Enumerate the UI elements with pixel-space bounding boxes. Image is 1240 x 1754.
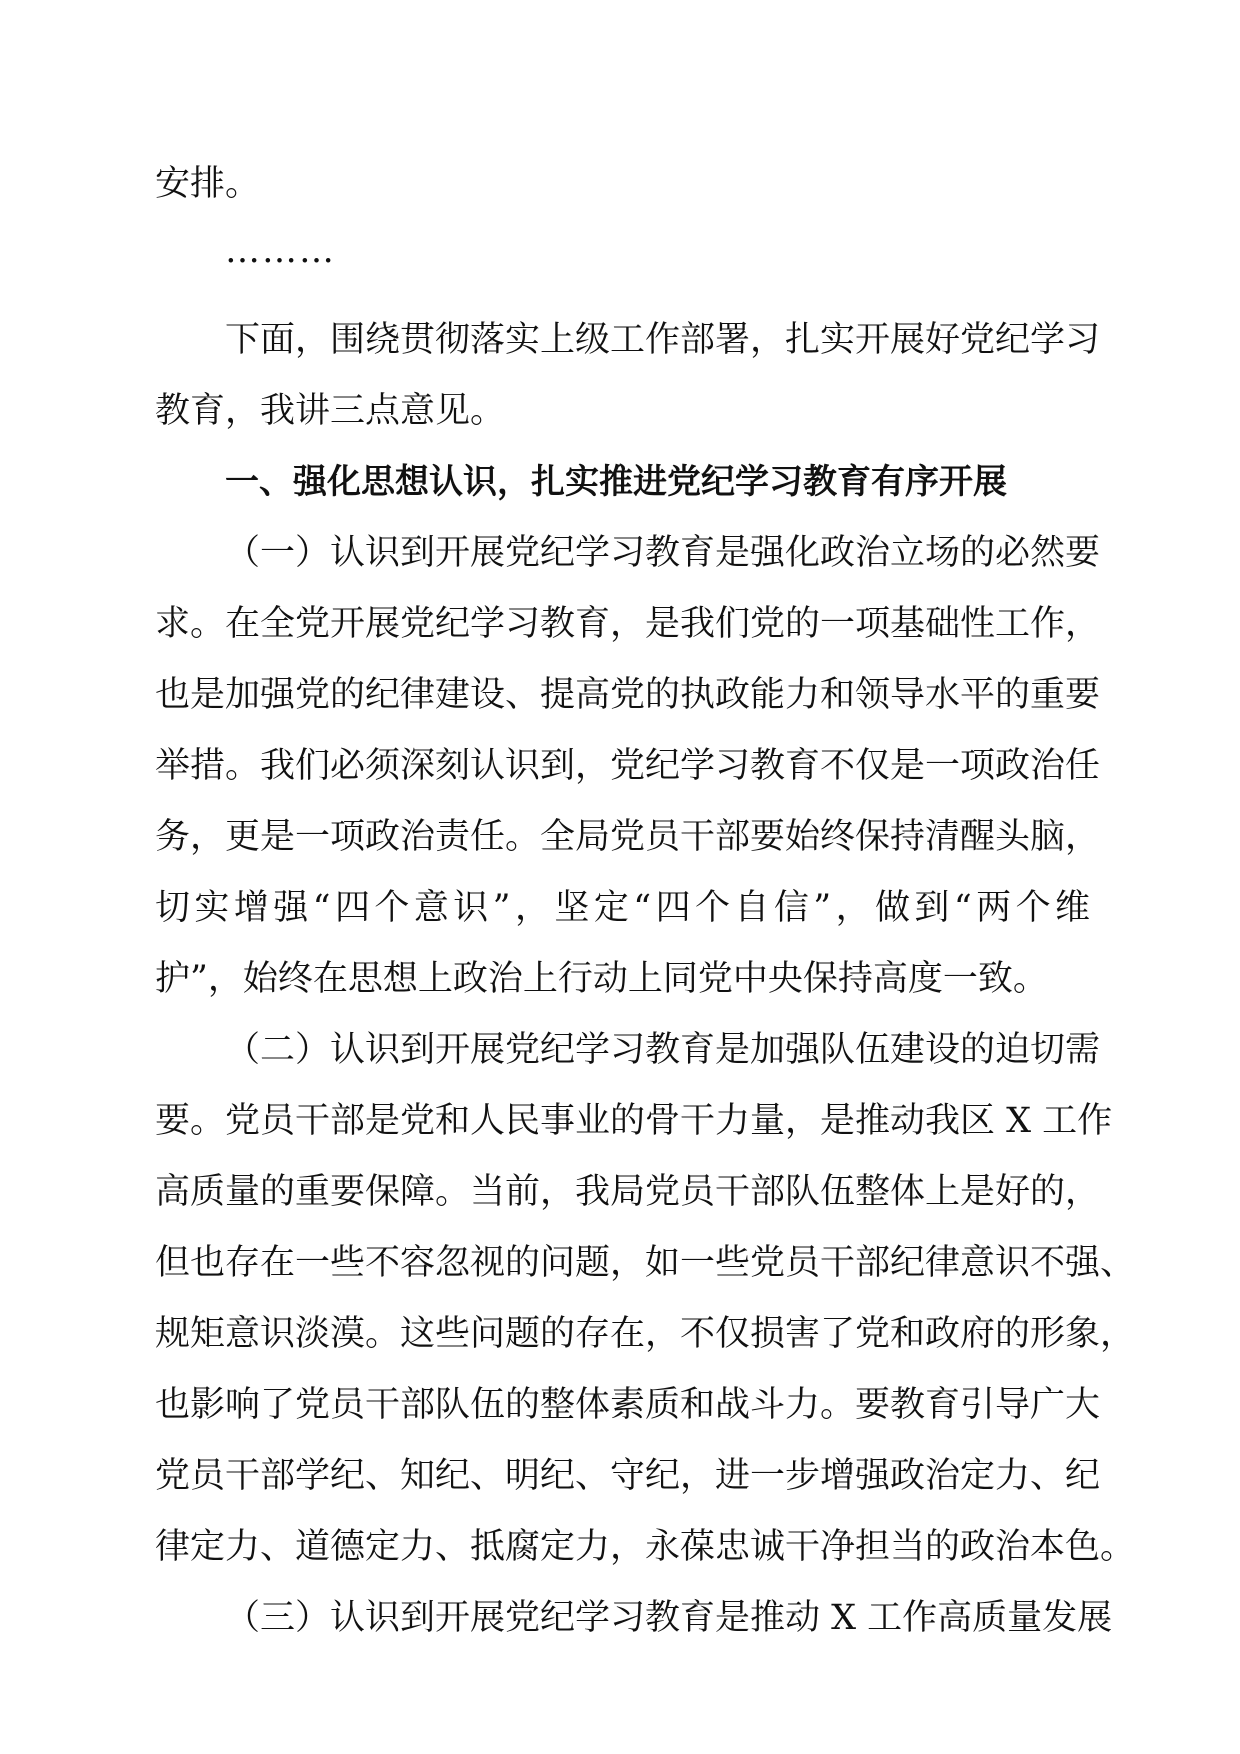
text-line-sub2-7: 党员干部学纪、知纪、明纪、守纪，进一步增强政治定力、纪 [155,1456,1101,1496]
text-line-sub3-1: （三）认识到开展党纪学习教育是推动 X 工作高质量发展 [225,1598,1113,1638]
section-heading-1: 一、强化思想认识，扎实推进党纪学习教育有序开展 [225,462,1007,502]
text-line-sub1-7: 护”，始终在思想上政治上行动上同党中央保持高度一致。 [155,959,1048,999]
text-line-sub1-2: 求。在全党开展党纪学习教育，是我们党的一项基础性工作， [155,604,1101,644]
text-line-sub1-1: （一）认识到开展党纪学习教育是强化政治立场的必然要 [225,533,1101,573]
text-line-sub2-3: 高质量的重要保障。当前，我局党员干部队伍整体上是好的， [155,1172,1101,1212]
text-line-ellipsis: ……… [225,231,336,271]
text-line-sub2-8: 律定力、道德定力、抵腐定力，永葆忠诚干净担当的政治本色。 [155,1527,1136,1567]
text-line-sub2-4: 但也存在一些不容忽视的问题，如一些党员干部纪律意识不强、 [155,1243,1136,1283]
text-line-sub2-5: 规矩意识淡漠。这些问题的存在，不仅损害了党和政府的形象， [155,1314,1136,1354]
text-line-sub2-1: （二）认识到开展党纪学习教育是加强队伍建设的迫切需 [225,1030,1101,1070]
text-line-sub2-6: 也影响了党员干部队伍的整体素质和战斗力。要教育引导广大 [155,1385,1101,1425]
text-line-continuation: 安排。 [155,164,261,204]
text-line-intro-1: 下面，围绕贯彻落实上级工作部署，扎实开展好党纪学习 [225,320,1101,360]
text-line-intro-2: 教育，我讲三点意见。 [155,391,506,431]
text-line-sub2-2: 要。党员干部是党和人民事业的骨干力量，是推动我区 X 工作 [155,1101,1113,1141]
text-line-sub1-3: 也是加强党的纪律建设、提高党的执政能力和领导水平的重要 [155,675,1101,715]
text-line-sub1-6: 切实增强“四个意识”，坚定“四个自信”，做到“两个维 [155,888,1090,928]
text-line-sub1-4: 举措。我们必须深刻认识到，党纪学习教育不仅是一项政治任 [155,746,1101,786]
text-line-sub1-5: 务，更是一项政治责任。全局党员干部要始终保持清醒头脑， [155,817,1101,857]
